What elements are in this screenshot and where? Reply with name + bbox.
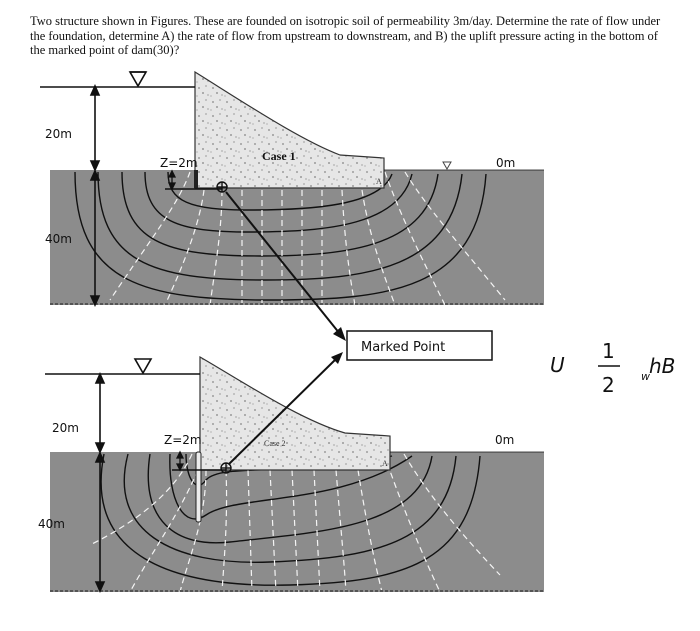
- upstream-depth-arrow-2: [96, 374, 104, 452]
- downstream-water-icon-1: [443, 162, 451, 169]
- dam-body-2: [200, 357, 390, 470]
- sheet-pile-2: [196, 452, 201, 522]
- z-label-2: Z=2m: [164, 433, 202, 447]
- soil-depth-label-1: 40m: [45, 232, 72, 246]
- z-label-1: Z=2m: [160, 156, 198, 170]
- formula-u: U: [550, 353, 565, 377]
- soil-depth-label-2: 40m: [38, 517, 65, 531]
- marked-point-symbol-1: [217, 182, 227, 192]
- formula-numerator: 1: [602, 339, 615, 363]
- formula-subscript: w: [641, 370, 650, 383]
- case-label-2: Case 2: [264, 439, 286, 448]
- corner-label-2: A: [382, 459, 388, 468]
- sheet-pile-1: [194, 170, 198, 188]
- upstream-depth-label-1: 20m: [45, 127, 72, 141]
- upstream-depth-arrow-1: [91, 86, 99, 170]
- upstream-depth-label-2: 20m: [52, 421, 79, 435]
- soil-layer-1: [50, 170, 544, 305]
- question-text: Two structure shown in Figures. These are founded on isotropic soil of permeability 3m/day. Determine the rate of flow under the foundation, determine A) the rate of flow from upstream to downstream, and B) the uplift pressure acting in the bottom of the marked point of dam(30)?: [30, 14, 661, 57]
- case-label-1: Case 1: [262, 149, 296, 163]
- figure-1: [40, 72, 544, 305]
- formula-tail: hB: [649, 354, 676, 378]
- formula-denominator: 2: [602, 373, 615, 397]
- downstream-head-label-1: 0m: [496, 156, 516, 170]
- uplift-formula: [550, 339, 675, 397]
- downstream-head-label-2: 0m: [495, 433, 515, 447]
- figure-2: [38, 357, 544, 592]
- water-level-icon-1: [130, 72, 146, 86]
- marked-point-label: Marked Point: [361, 340, 446, 355]
- corner-label-1: A: [376, 177, 382, 186]
- dam-body-1: [195, 72, 384, 188]
- water-level-icon-2: [135, 359, 151, 373]
